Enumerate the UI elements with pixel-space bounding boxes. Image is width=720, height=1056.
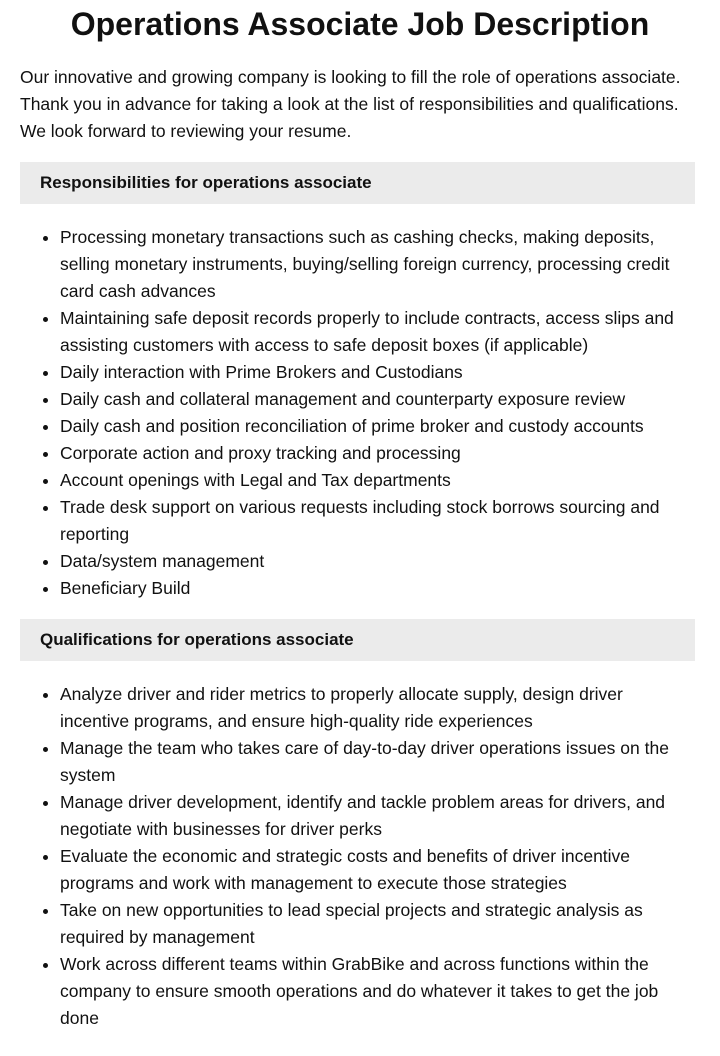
list-item: • Daily cash and collateral management and counterparty exposure review [60,386,695,413]
list-item: • Manage driver development, identify and tackle problem areas for drivers, and negotiate with businesses for driver perks [60,789,695,843]
list-item: • Take on new opportunities to lead special projects and strategic analysis as required by management [60,897,695,951]
responsibilities-list [20,224,695,602]
list-item: • Daily cash and position reconciliation of prime broker and custody accounts [60,413,695,440]
list-item: • Beneficiary Build [60,575,695,602]
list-item: • Data/system management [60,548,695,575]
page-title: Operations Associate Job Description [70,6,650,42]
intro-text: Our innovative and growing company is looking to fill the role of operations associate. Thank you in advance for taking a look at the list of responsibilities and qualifications. We look forward to reviewing your resume. [20,67,681,141]
list-item: • Processing monetary transactions such as cashing checks, making deposits, selling monetary instruments, buying/selling foreign currency, processing credit card cash advances [60,224,695,305]
qualifications-heading: Qualifications for operations associate [20,619,695,661]
qualifications-list [20,681,695,1032]
list-item: • Analyze driver and rider metrics to properly allocate supply, design driver incentive programs, and ensure high-quality ride experiences [60,681,695,735]
list-item: • Account openings with Legal and Tax departments [60,467,695,494]
list-item: • Trade desk support on various requests including stock borrows sourcing and reporting [60,494,695,548]
list-item: • Maintaining safe deposit records properly to include contracts, access slips and assisting customers with access to safe deposit boxes (if applicable) [60,305,695,359]
list-item: • Daily interaction with Prime Brokers and Custodians [60,359,695,386]
list-item: • Corporate action and proxy tracking and processing [60,440,695,467]
list-item: • Manage the team who takes care of day-to-day driver operations issues on the system [60,735,695,789]
list-item: • Work across different teams within GrabBike and across functions within the company to ensure smooth operations and do whatever it takes to get the job done [60,951,695,1032]
responsibilities-heading: Responsibilities for operations associate [20,162,695,204]
list-item: • Evaluate the economic and strategic costs and benefits of driver incentive programs and work with management to execute those strategies [60,843,695,897]
